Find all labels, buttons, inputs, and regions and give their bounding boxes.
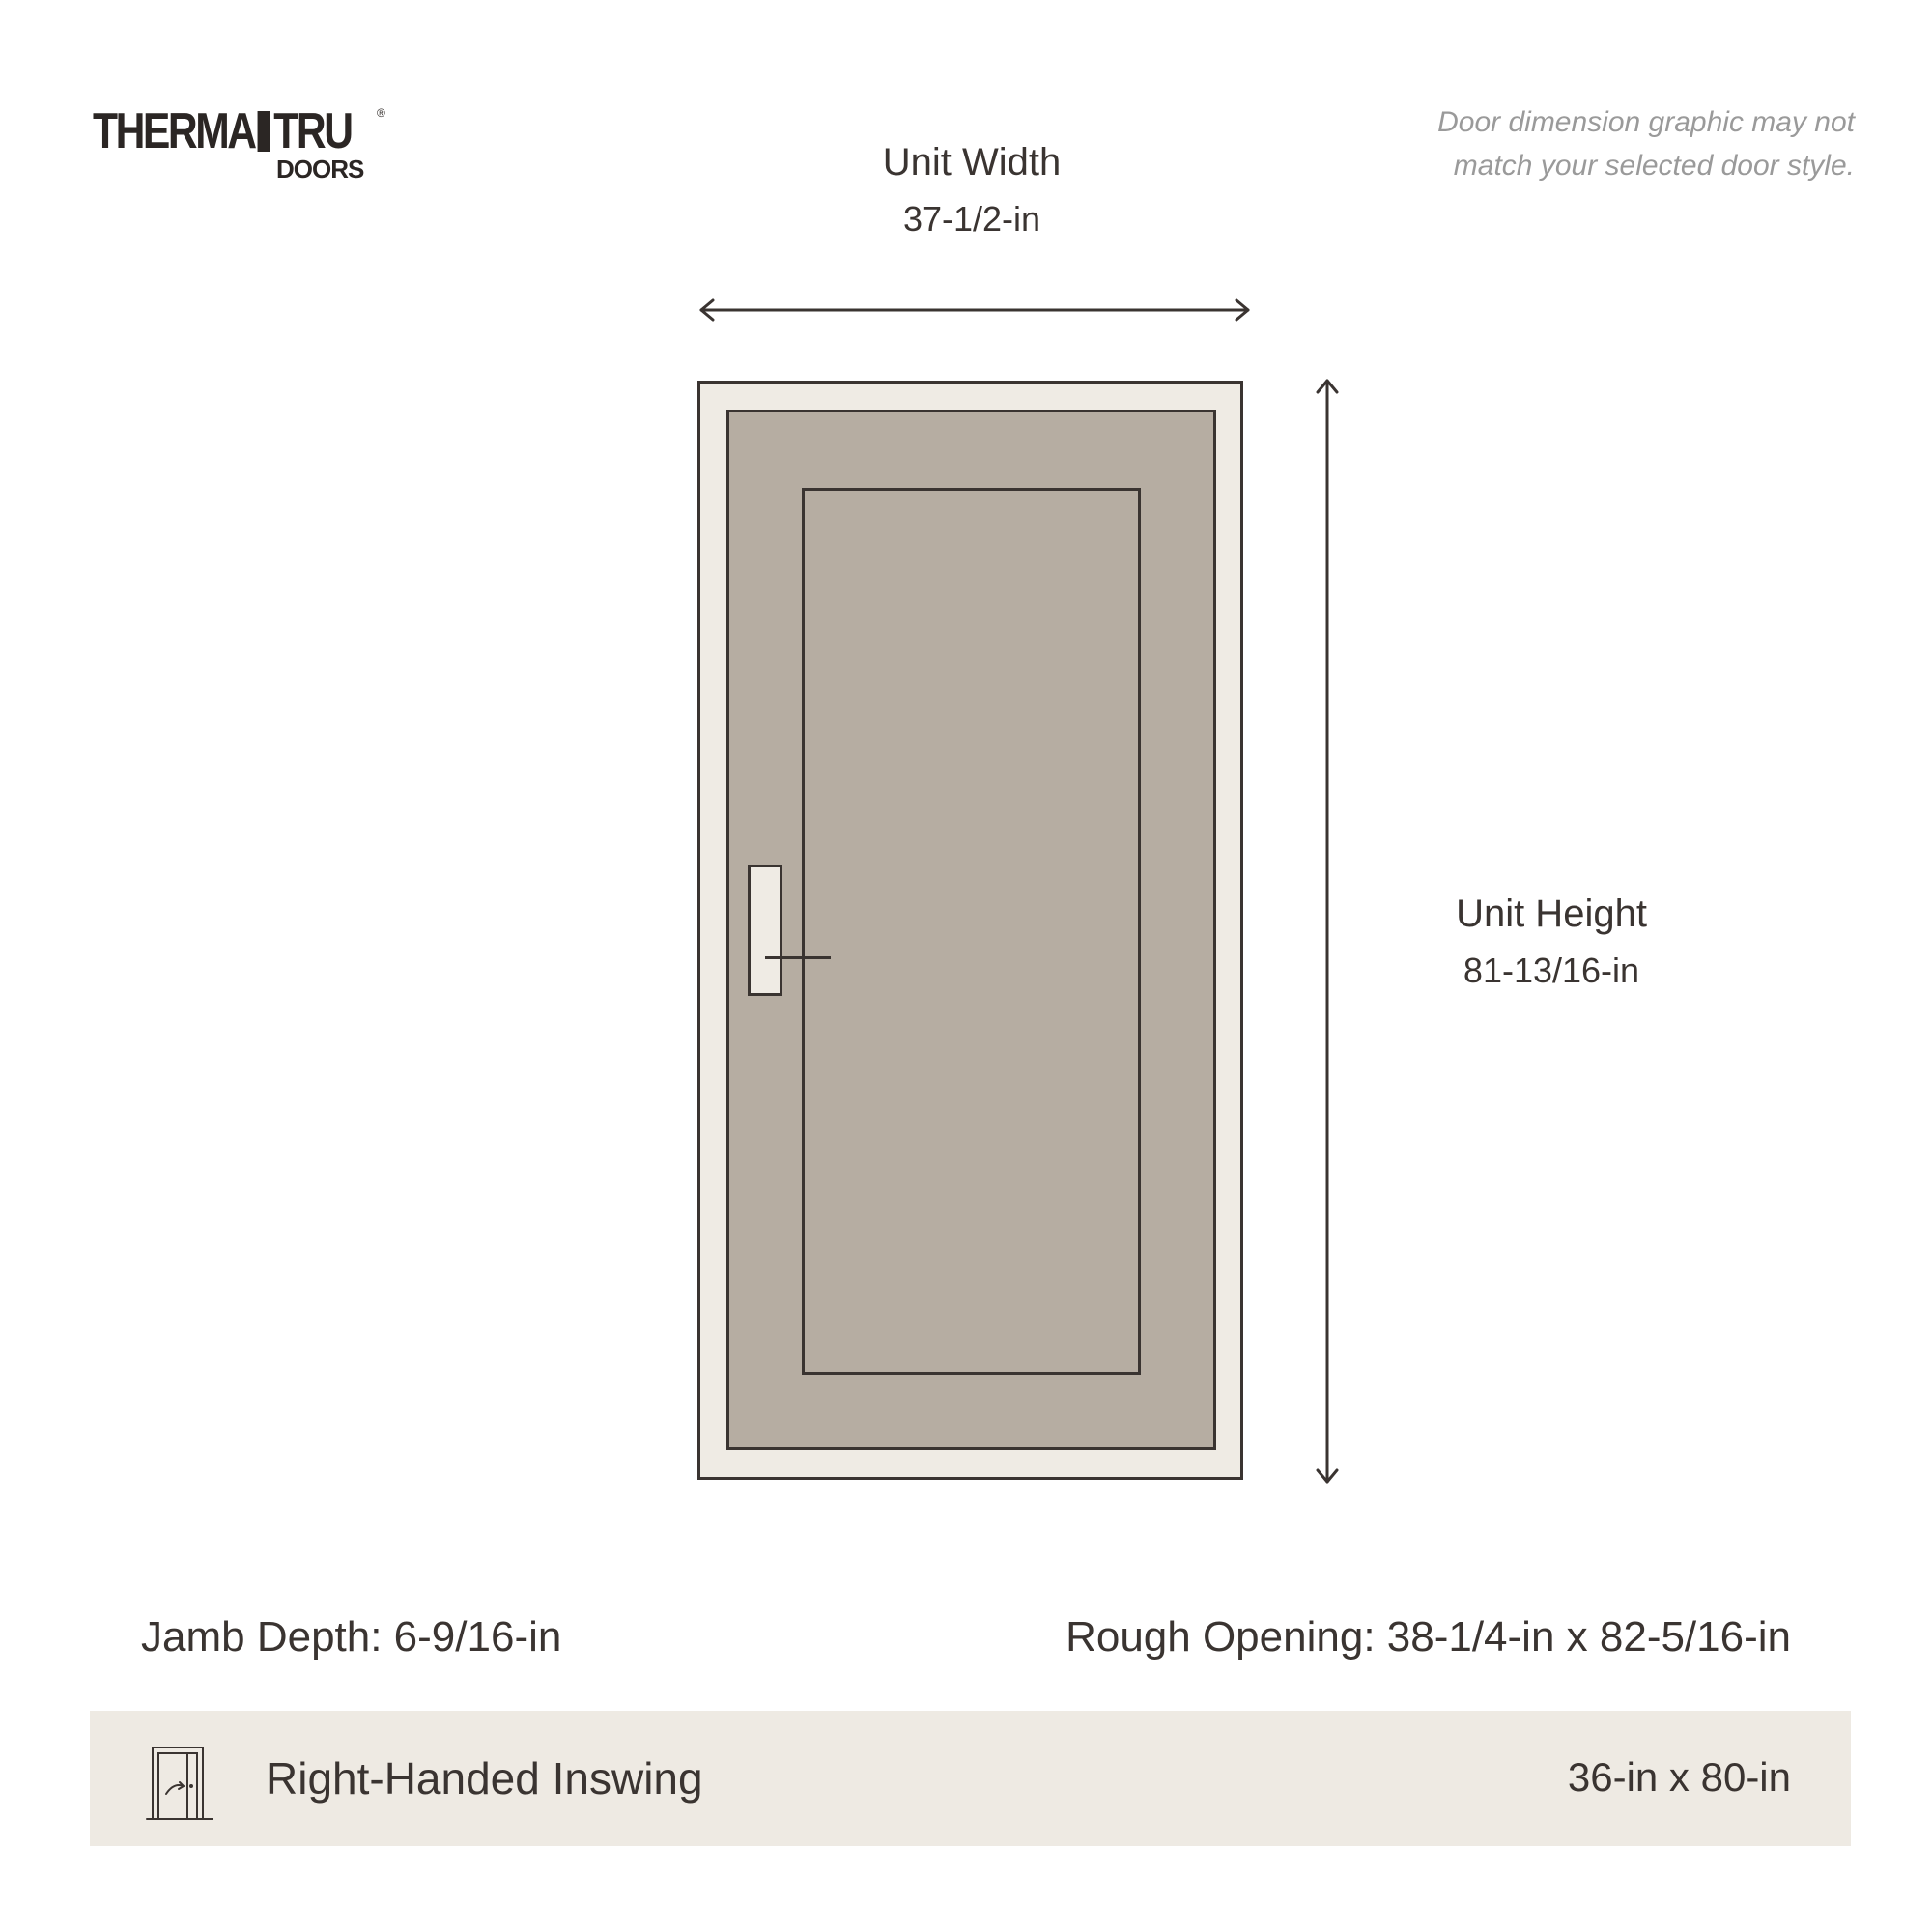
unit-width-label: Unit Width bbox=[882, 141, 1062, 184]
registered-mark: ® bbox=[377, 106, 385, 120]
door-panel bbox=[802, 488, 1141, 1375]
door-lever-handle bbox=[765, 956, 831, 959]
logo-subtext: DOORS bbox=[276, 155, 364, 184]
door-handle-plate bbox=[748, 865, 782, 996]
jamb-depth: Jamb Depth: 6-9/16-in bbox=[141, 1613, 562, 1661]
door-size: 36-in x 80-in bbox=[1567, 1754, 1791, 1800]
door-swing: Right-Handed Inswing bbox=[266, 1753, 703, 1804]
height-arrow bbox=[1318, 381, 1337, 1482]
door-swing-icon bbox=[145, 1744, 214, 1821]
rough-opening: Rough Opening: 38-1/4-in x 82-5/16-in bbox=[1065, 1613, 1791, 1661]
disclaimer-line-1: Door dimension graphic may not bbox=[1437, 106, 1855, 138]
logo-text-left: THERMA bbox=[93, 103, 255, 159]
logo-text-right: TRU bbox=[273, 103, 352, 159]
unit-height-value: 81-13/16-in bbox=[1463, 951, 1640, 990]
width-arrow bbox=[701, 300, 1248, 320]
unit-height-label: Unit Height bbox=[1456, 893, 1647, 935]
unit-width-value: 37-1/2-in bbox=[902, 199, 1041, 239]
disclaimer-line-2: match your selected door style. bbox=[1453, 150, 1855, 182]
